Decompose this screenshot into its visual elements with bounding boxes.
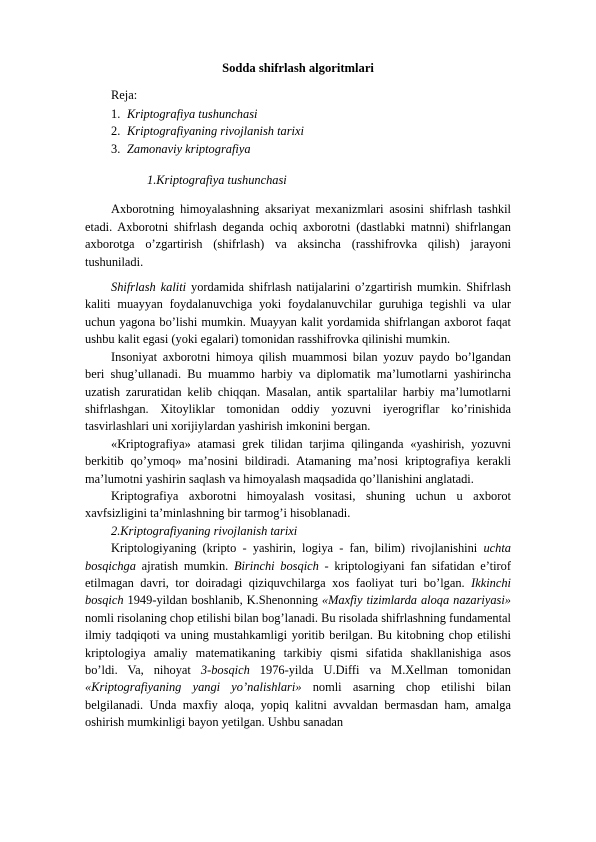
paragraph: «Kriptografiya» atamasi grek tilidan tarjima qilinganda «yashirish, yozuvni berkitib qo’ymoq» ma’nosini bildiradi. Atamaning ma’nosi kriptografiya kerakli ma’lumotni yashirin saqlash va himoyalash maqsadida qo’llanishini anglatadi. [85,436,511,486]
outline-item-text: Zamonaviy kriptografiya [127,141,251,156]
paragraph-text: Kriptologiyaning (kripto - yashirin, logiya - fan, bilim) rivojlanishini [111,541,484,556]
term-emphasis: «Maxfiy tizimlarda aloqa nazariyasi» [321,593,511,608]
paragraph: Kriptografiya axborotni himoyalash vositasi, shuning uchun u axborot xavfsizligini ta’minlashning bir tarmog’i hisoblanadi. [85,488,511,521]
paragraph-text: 1976-yilda U.Diffi va M.Xellman tomonidan [249,663,511,677]
section-heading-2: 2.Kriptografiyaning rivojlanish tarixi [111,523,298,538]
outline-item [111,106,511,123]
outline-item-text: Kriptografiyaning rivojlanish tarixi [127,124,304,139]
paragraph-text: ajratish mumkin. [135,558,234,573]
term-emphasis: 3-bosqich [200,663,250,677]
paragraph-text: nomli asarning chop etilishi bilan belgilanadi. Unda maxfiy aloqa, yopiq kalitni avvaldan bermasdan ham, amalga oshirish mumkinligi bayon yetilgan. Ushbu sanadan [85,680,511,730]
paragraph: Insoniyat axborotni himoya qilish muammosi bilan yozuv paydo bo’lgandan beri shug’ullanadi. Bu muammo harbiy va diplomatik ma’lumotlarni yashirincha uzatish zaruratidan kelib chiqqan. Masalan, antik spartalilar harbiy ma’lumotlarni shifrlashgan. Xitoyliklar tomonidan oddiy yozuvni iyerogriflar ko’rinishida tasvirlashlari uni xorijiylardan yashirish imkonini bergan. [85,349,511,434]
paragraph [85,279,511,349]
paragraph-text: nomli risolaning chop etilishi bilan bog’lanadi. Bu risolada shifrlashning fundamental ilmiy tadqiqoti va uning mustahkamligi yoritib berilgan. Bu kitobning chop etilishi kriptologiya amaliy matematikaning tarkibiy qismi sifatida shakllanishiga asos bo’ldi. Va, nihoyat [85,610,511,677]
term-emphasis: Ikkinchi bosqich [85,575,511,608]
term-emphasis: Shifrlash kaliti [111,280,187,295]
outline-item [111,123,511,140]
paragraph [85,540,511,731]
term-emphasis: Birinchi bosqich [233,558,319,573]
document-page [85,60,511,732]
paragraph-text: 1949-yildan boshlanib, K.Shenonning [123,593,322,608]
paragraph-text: yordamida shifrlash natijalarini o’zgartirish mumkin. Shifrlash kaliti muayyan foydalanuvchiga yoki foydalanuvchilar guruhiga tegishli va ular uchun yagona bo’lishi mumkin. Muayyan kalit yordamida shifrlangan axborot faqat ushbu kalit egasi (yoki egalari) tomonidan rasshifrovka qilinishi mumkin. [85,280,511,347]
section-heading-1: 1.Kriptografiya tushunchasi [147,173,287,188]
term-emphasis: uchta bosqichga [85,541,511,573]
outline-item-number: 3. [111,141,121,156]
term-emphasis: «Kriptografiyaning yangi yo’nalishlari» [85,680,302,695]
paragraph-text: - kriptologiyani fan sifatidan e’tirof etilmagan davri, tor doiradagi qiziquvchilarga xos faoliyat turi bo’lgan. [85,558,511,590]
outline-list [111,106,511,158]
outline-item [111,141,511,158]
paragraph: Axborotning himoyalashning aksariyat mexanizmlari asosini shifrlash tashkil etadi. Axborotni shifrlash deganda ochiq axborotni (dastlabki matnni) shifrlangan axborotga o’zgartirish (shifrlash) va aksincha (rasshifrovka qilish) jarayoni tushuniladi. [85,202,511,269]
outline-label: Reja: [111,88,138,103]
outline-item-text: Kriptografiya tushunchasi [127,106,258,121]
document-title: Sodda shifrlash algoritmlari [222,61,374,75]
outline-item-number: 2. [111,124,121,139]
outline-item-number: 1. [111,106,121,121]
